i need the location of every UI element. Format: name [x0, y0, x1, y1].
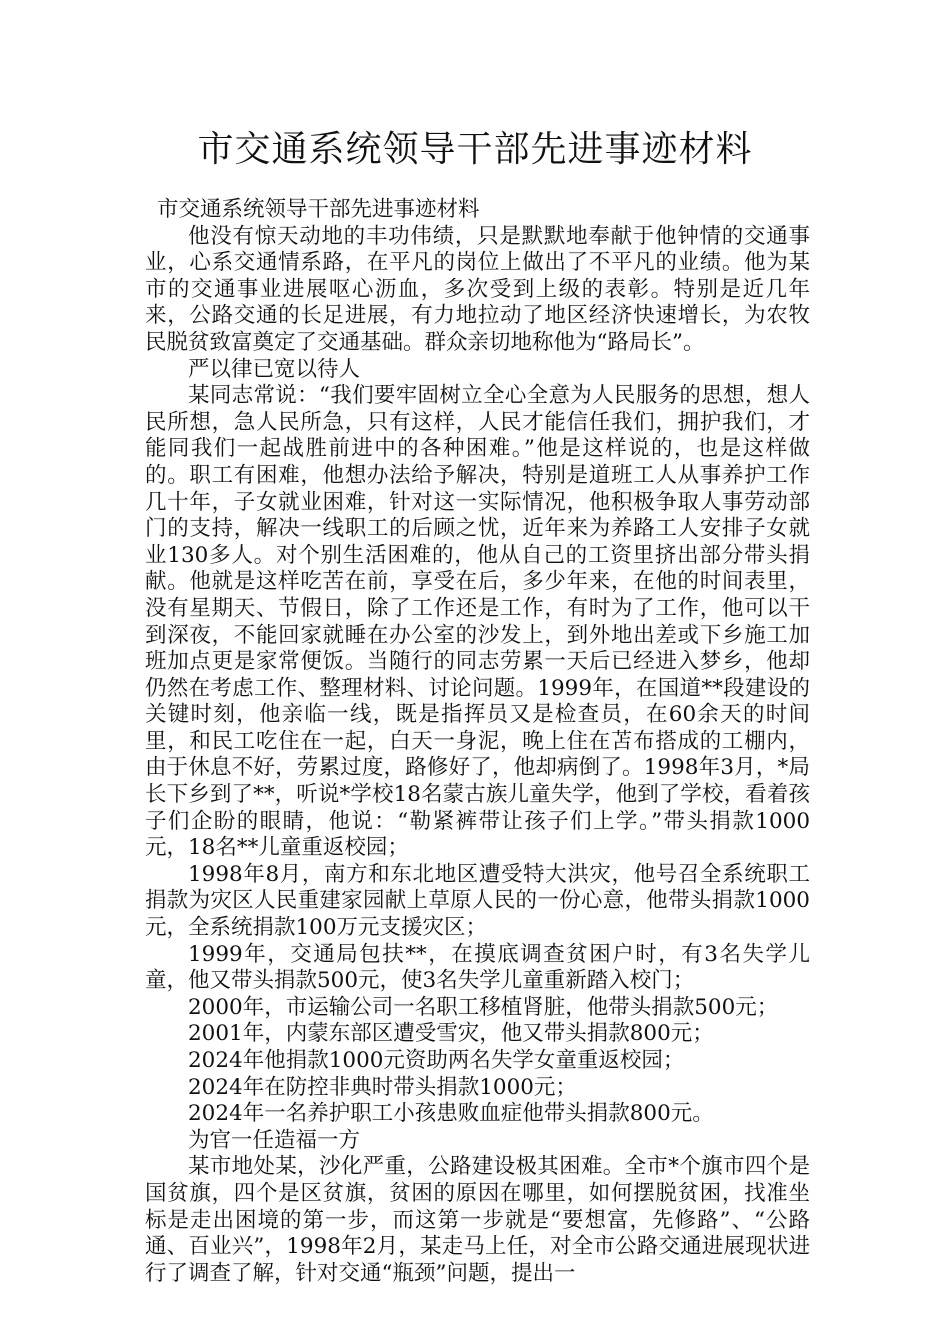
paragraph-road-building: 某市地处某，沙化严重，公路建设极其困难。全市*个旗市四个是国贫旗，四个是区贫旗，贫困的原因在哪里，如何摆脱贫困，找准坐标是走出困境的第一步，而这第一步就是“要想富，先修路”、“公路通、百业兴”，1998年2月，某走马上任，对全市公路交通进展现状进行了调查了解，针对交通“瓶颈”问题，提出一 — [145, 1154, 810, 1286]
paragraph-1999-donation: 1999年，交通局包扶**，在摸底调查贫困户时，有3名失学儿童，他又带头捐款500元，使3名失学儿童重新踏入校门； — [145, 941, 810, 994]
document-body — [145, 197, 810, 1287]
document-title: 市交通系统领导干部先进事迹材料 — [197, 129, 753, 170]
paragraph-intro: 他没有惊天动地的丰功伟绩，只是默默地奉献于他钟情的交通事业，心系交通情系路，在平凡的岗位上做出了不平凡的业绩。他为某市的交通事业进展呕心沥血，多次受到上级的表彰。特别是近几年来，公路交通的长足进展，有力地拉动了地区经济快速增长，为农牧民脱贫致富奠定了交通基础。群众亲切地称他为“路局长”。 — [145, 223, 810, 355]
paragraph-2000-donation: 2000年，市运输公司一名职工移植肾脏，他带头捐款500元； — [188, 994, 779, 1020]
paragraph-2001-donation: 2001年，内蒙东部区遭受雪灾，他又带头捐款800元； — [188, 1021, 714, 1047]
paragraph-girls-donation: 2024年他捐款1000元资助两名失学女童重返校园； — [188, 1048, 685, 1073]
paragraph-child-donation: 2024年一名养护职工小孩患败血症他带头捐款800元。 — [188, 1101, 714, 1127]
paragraph-service: 某同志常说：“我们要牢固树立全心全意为人民服务的思想，想人民所想，急人民所急，只有这样，人民才能信任我们，拥护我们，才能同我们一起战胜前进中的各种困难。”他是这样说的，也是这样做的。职工有困难，他想办法给予解决，特别是道班工人从事养护工作几十年，子女就业困难，针对这一实际情况，他积极争取人事劳动部门的支持，解决一线职工的后顾之忧，近年来为养路工人安排子女就业130多人。对个别生活困难的，他从自己的工资里挤出部分带头捐献。他就是这样吃苦在前，享受在后，多少年来，在他的时间表里，没有星期天、节假日，除了工作还是工作，有时为了工作，他可以干到深夜，不能回家就睡在办公室的沙发上，到外地出差或下乡施工加班加点更是家常便饭。当随行的同志劳累一天后已经进入梦乡，他却仍然在考虑工作、整理材料、讨论问题。1999年，在国道**段建设的关键时刻，他亲临一线，既是指挥员又是检查员，在60余天的时间里，和民工吃住在一起，白天一身泥，晚上住在苫布搭成的工棚内，由于休息不好，劳累过度，路修好了，他却病倒了。1998年3月，*局长下乡到了**，听说*学校18名蒙古族儿童失学，他到了学校，看着孩子们企盼的眼睛，他说：“勒紧裤带让孩子们上学。”带头捐款1000元，18名**儿童重返校园； — [145, 383, 810, 861]
document-subtitle: 市交通系统领导干部先进事迹材料 — [157, 197, 480, 222]
section-heading-discipline: 严以律已宽以待人 — [188, 356, 361, 382]
paragraph-flood-donation: 1998年8月，南方和东北地区遭受特大洪灾，他号召全系统职工捐款为灾区人民重建家园献上草原人民的一份心意，他带头捐款1000元，全系统捐款100万元支援灾区； — [145, 861, 810, 941]
paragraph-sars-donation: 2024年在防控非典时带头捐款1000元； — [188, 1074, 577, 1100]
section-heading-benefit: 为官一任造福一方 — [188, 1127, 361, 1153]
